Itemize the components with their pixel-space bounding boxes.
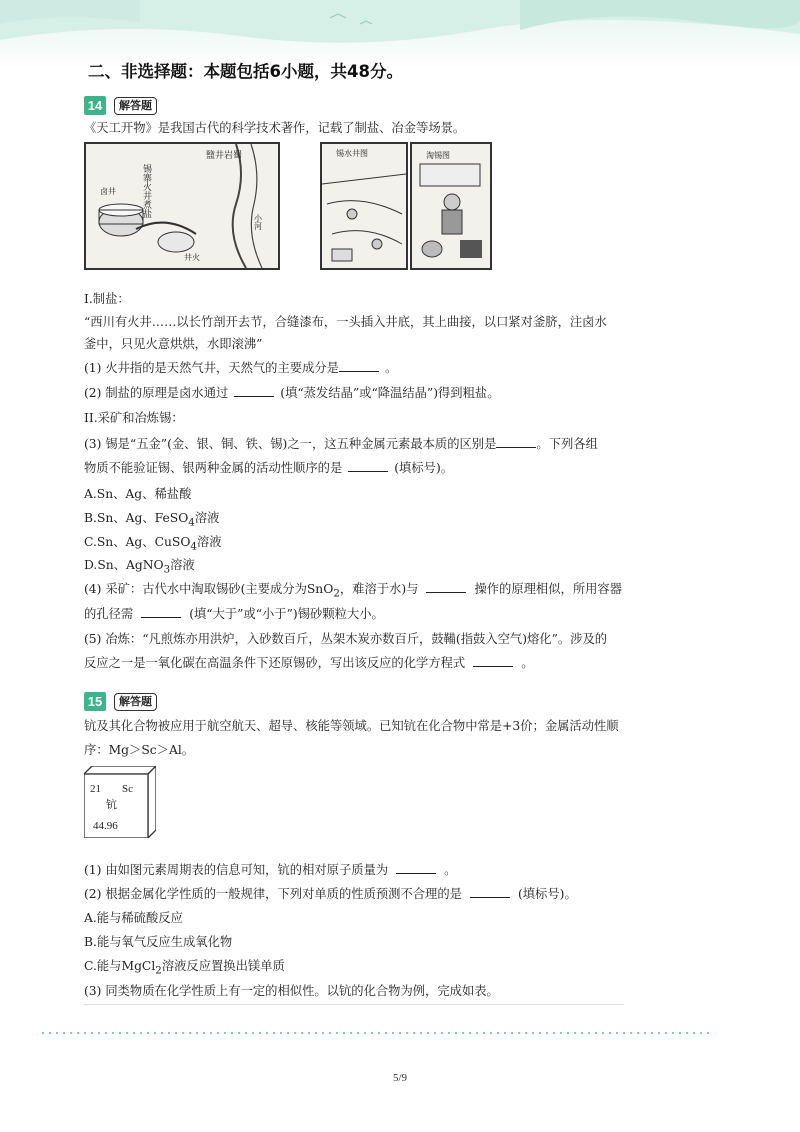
question-number: 14 [84, 96, 106, 115]
page-number: 5/9 [392, 1072, 408, 1084]
q14-part2-title: II.采矿和冶炼锡： [84, 411, 184, 425]
q15-intro-line1: 钪及其化合物被应用于航空航天、超导、核能等领域。已知钪在化合物中常是+3价；金属活动性顺 [84, 719, 619, 733]
fig-label: 盬井岩蜀 [206, 151, 243, 161]
q14-intro: 《天工开物》是我国古代的科学技术著作，记载了制盐、冶金等场景。 [84, 121, 466, 135]
q14-option-d: D.Sn、AgNO$_3$溶液 [84, 558, 195, 576]
figure-salt-well [84, 142, 280, 270]
q14-quote-line1: “西川有火井……以长竹剖开去节，合缝漆布，一头插入井底，其上曲接，以口紧对釜脐，注卤水 [84, 315, 607, 329]
question-type-badge: 解答题 [114, 693, 157, 711]
q15-intro-line2: 序：Mg＞Sc＞Al。 [84, 743, 195, 757]
q14-sub3-line1: (3) 锡是“五金”(金、银、铜、铁、锡)之一，这五种金属元素最本质的区别是 。下列各组 [84, 437, 598, 451]
q14-option-a: A.Sn、Ag、稀盐酸 [84, 487, 192, 501]
fig-label: 井火 [184, 253, 200, 262]
answer-blank[interactable] [473, 656, 513, 667]
fig-label: 小河 [253, 214, 263, 230]
q14-sub4-line1: (4) 采矿：古代水中淘取锡砂(主要成分为SnO$_2$，难溶于水)与 操作的原理相似，所用容器 [84, 582, 623, 600]
q14-sub4-line2: 的孔径需 (填“大于”或“小于”)锡砂颗粒大小。 [84, 607, 384, 621]
fig-label: 锡寨火井煮盐 [141, 164, 151, 218]
q14-option-c: C.Sn、Ag、CuSO$_4$溶液 [84, 535, 222, 553]
q14-sub5-line1: (5) 冶炼：“凡煎炼亦用洪炉，入砂数百斤，丛架木炭亦数百斤，鼓鞴(指鼓入空气)熔化”。涉及的 [84, 632, 608, 646]
answer-blank[interactable] [141, 607, 181, 618]
answer-blank[interactable] [470, 887, 510, 898]
q14-sub1: (1) 火井指的是天然气井，天然气的主要成分是 。 [84, 361, 398, 375]
figure-tin-washing [410, 142, 492, 270]
fig-label: 淘锡图 [426, 151, 450, 160]
fig-label: 锡水井图 [336, 149, 368, 158]
q15-option-c: C.能与MgCl$_2$溶液反应置换出镁单质 [84, 959, 285, 977]
answer-blank[interactable] [234, 386, 274, 397]
answer-blank[interactable] [396, 863, 436, 874]
q14-quote-line2: 釜中，只见火意烘烘，水即滚沸” [84, 337, 263, 351]
answer-blank[interactable] [426, 582, 466, 593]
q15-sub2: (2) 根据金属化学性质的一般规律，下列对单质的性质预测不合理的是 (填标号)。 [84, 887, 577, 901]
q14-option-b: B.Sn、Ag、FeSO$_4$溶液 [84, 511, 220, 529]
section-title: 二、非选择题：本题包括6小题，共48分。 [88, 62, 403, 81]
q15-sub1: (1) 由如图元素周期表的信息可知，钪的相对原子质量为 。 [84, 863, 457, 877]
answer-blank[interactable] [339, 361, 379, 372]
element-name: 钪 [106, 798, 117, 811]
q15-option-a: A.能与稀硫酸反应 [84, 911, 183, 925]
q14-sub3-line2: 物质不能验证锡、银两种金属的活动性顺序的是 (填标号)。 [84, 461, 454, 475]
atomic-mass: 44.96 [93, 820, 118, 832]
question-15-header [84, 692, 157, 711]
q15-sub3: (3) 同类物质在化学性质上有一定的相似性。以钪的化合物为例，完成如表。 [84, 984, 499, 998]
q14-part1-title: I.制盐： [84, 292, 130, 306]
divider [84, 1004, 624, 1005]
q14-sub5-line2: 反应之一是一氧化碳在高温条件下还原锡砂，写出该反应的化学方程式 。 [84, 656, 534, 670]
atomic-number: 21 [90, 783, 101, 795]
question-type-badge: 解答题 [114, 97, 157, 115]
answer-blank[interactable] [348, 461, 388, 472]
fig-label: 卤井 [100, 187, 116, 196]
q15-option-b: B.能与氧气反应生成氧化物 [84, 935, 233, 949]
figure-tin-well [320, 142, 408, 270]
dotted-divider [42, 1031, 714, 1035]
q14-sub2: (2) 制盐的原理是卤水通过 (填“蒸发结晶”或“降温结晶”)得到粗盐。 [84, 386, 500, 400]
element-symbol: Sc [122, 783, 133, 795]
question-14-header [84, 96, 157, 115]
answer-blank[interactable] [496, 437, 536, 448]
question-number: 15 [84, 692, 106, 711]
periodic-element-cell [84, 766, 156, 838]
